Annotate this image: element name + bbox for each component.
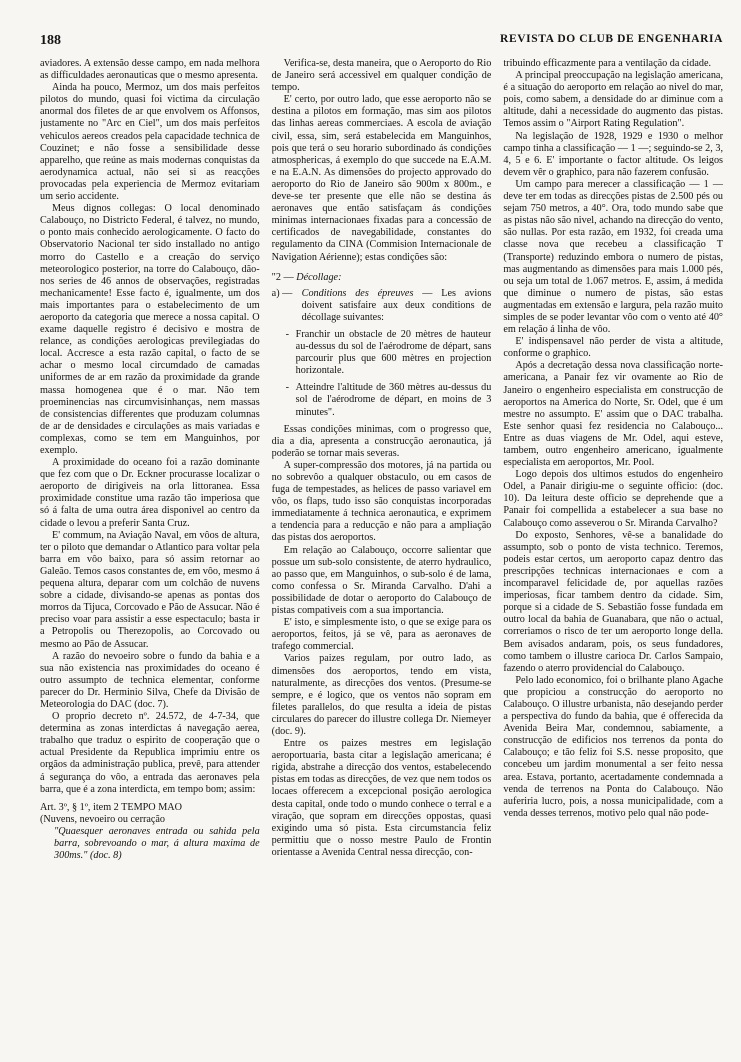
list-item [286,382,492,418]
bullet-text: Atteindre l'altitude de 360 mètres au-dessus du sol de l'aérodrome de départ, en moins de 3 minutes". [295,382,492,418]
list-item [272,288,492,324]
paragraph: Do exposto, Senhores, vê-se a banalidade do assumpto, sob o ponto de vista technico. Teremos, podeis estar certos, um aeroporto capaz dentro das prescripções technicas internacionaes e com a incomparavel felicidade de, por aquellas razões imperiosas, ficar tambem dentro da cidade. Sim, porque si a cidade de S. Sebastião fosse fundada em outro local da bahia de Guanabara, que não o actual, correriamos o risco de ter um aeroporto longe della. Bem avisados andaram, pois, os seus fundadores, como tambem o illustre carioca Dr. Carlos Sampaio, fazendo o aterro providencial do Calabouço. [503,529,724,674]
paragraph: Entre os paizes mestres em legislação aeroportuaria, basta citar a legislação americana; é rigida, abstrahe a direcção dos ventos, estabelecendo pistas em todas as direcções, de vez que nem todos os locaes offerecem a excepcional posição aerologica desta capital, onde todo o mundo conhece o terral e a viração, que sopram em direcções oppostas, quasi exigindo uma só pista. Esta circumstancia feliz permittiu que o nosso mestre Paulo de Frontin orientasse a Avenida Central nessa direcção, con- [271,738,492,858]
dash-bullet: - [285,328,290,340]
page-number: 188 [40,33,61,48]
text-columns [40,58,723,1048]
running-head: REVISTA DO CLUB DE ENGENHARIA [500,33,723,45]
section-number: "2 — [271,271,294,283]
paragraph: Meus dignos collegas: O local denominado Calabouço, no Districto Federal, é talvez, no mundo, o ponto mais conhecido aerologicamente. O facto do Observatorio Nacional ter sido installado no antigo morro do Castello e a creação do serviço meteorologico posterior, na torre do Calabouço, dão-nos series de 46 annos de observações, registradas mechanicamente! Esse facto é, igualmente, um dos mais importantes para o estabelecimento de um aeroporto da categoria que merece a nossa capital. O exame daquelle registro é decisivo e mostra de relance, as condições aerologicas previlegiadas do local. Accresce a esta razão capital, o facto de se achar o mesmo local circumdado de camadas uniformes de ar em razão da proximidade da grande massa homogenea que é o mar. Não tem proeminencias nas circumvisinhanças, nem massas de consistencias differentes que produzam columnas de ar de densidades e circulações as mais variadas e complexas, como se tem em Manguinhos, por exemplo. [40,203,260,456]
paragraph: Varios paizes regulam, por outro lado, as dimensões dos aeroportos, tendo em vista, naturalmente, as direcções dos ventos. (Presume-se sempre, e é logico, que os ventos não sopram em filetes parallelos, do que resulta a ideia de pistas circulares do parecer do illustre collega Dr. Niemeyer (doc. 9). [271,653,492,737]
column-1 [40,58,260,1048]
section-title: Décollage: [296,271,342,283]
paragraph: Logo depois dos ultimos estudos do engenheiro Odel, a Panair dirigiu-me o seguinte officio: (doc. 10). Da leitura deste officio se deprehende que a Panair foi compellida a estabelecer a sua base no Calabouço como asseverou o Sr. Miranda Carvalho? [503,469,724,529]
paragraph: Após a decretação dessa nova classificação norte-americana, a Panair fez vir ovamente ao Rio de Janeiro o engenheiro especialista em construcção de aeroportos na America do Norte, Sr. Odel, que é um mestre no assumpto. E' assim que o DAC trabalha. Este senhor quasi fez residencia no Calabouço... Entre as duas viagens de Mr. Odel, aqui esteve, tambem, outro engenheiro americano, igualmente especialista em aeroportos, Mr. Pool. [503,360,724,469]
column-3 [503,58,723,1048]
item-title: Conditions des épreuves [301,287,414,299]
paragraph: A super-compressão dos motores, já na partida ou no sobrevôo a qualquer obstaculo, ou em casos de fuga de tempestades, as helices de passo variavel em vôo, os flaps, tudo isso são conquistas incorporadas immediatamente á technica aeronautica, e exprimem a tendencia para a reducção e não para a ampliação das pistas dos aeroportos. [271,459,492,544]
paragraph: Na legislação de 1928, 1929 e 1930 o melhor campo tinha a classificação — 1 —; seguindo-se 2, 3, 4, 5 e 6. E' importante o factor altitude. Os leigos devem vêr o graphico, para não fazerem confusão. [503,130,724,178]
paragraph: A razão do nevoeiro sobre o fundo da bahia e a sua não existencia nas proximidades do oceano é outro assumpto de technica elementar, conforme parecer do Dr. Herminio Silva, Chefe da Divisão de Meteorologia do DAC (doc. 7). [40,650,260,710]
paragraph: Ainda ha pouco, Mermoz, um dos mais perfeitos pilotos do mundo, quasi foi victima da circulação anormal dos filetes de ar que envolvem os Affonsos, justamente no "Arc en Ciel", um dos mais perfeitos vehiculos aereos creados pela capacidade technica de Couzinet; e não fosse a sensibilidade desse apparelho, que reúne as mais modernas conquistas da aerodynamica actual, não sei si as reacções provocadas pela experiencia de Mermoz evitariam um serio accidente. [40,82,260,203]
paragraph: E' isto, e simplesmente isto, o que se exige para os aeroportos, feitos, já se vê, para as aeronaves de trafego commercial. [271,617,492,653]
bullet-text: Franchir un obstacle de 20 mètres de hauteur au-dessus du sol de l'aérodrome de départ, sans parcourir plus que 600 mètres en projection horizontale. [295,328,492,377]
paragraph: O proprio decreto nº. 24.572, de 4-7-34, que determina as zonas interdictas á navegação aerea, trabalho que traduz o espirito de cooperação que o actual Presidente da Republica imprimiu entre os orgãos da administração publica, prevê, para attender á segurança do vôo, a entrada das aeronaves pela barra, que é a zona interdicta, em tempo bom; assim: [40,711,260,795]
paragraph: Essas condições minimas, com o progresso que, dia a dia, apresenta a construcção aeronautica, já poderão se tornar mais severas. [271,423,492,459]
article-reference: Art. 3º, § 1º, item 2 TEMPO MAO [40,801,182,813]
paragraph: tribuindo efficazmente para a ventilação da cidade. [503,58,712,69]
paragraph: Verifica-se, desta maneira, que o Aeroporto do Rio de Janeiro será accessivel em qualquer condição de tempo. [271,58,492,94]
item-label: a) — [271,287,293,299]
paragraph: Em relação ao Calabouço, occorre salientar que possue um sub-solo consistente, de aterro hydraulico, ao passo que, em Manguinhos, o sub-solo é de lama, como confessa o Sr. Miranda Carvalho. D'ahi a possibilidade de dotar o aeroporto do Calabouço de pistas compativeis com a sua importancia. [271,544,492,617]
paragraph: E' commum, na Aviação Naval, em vôos de altura, ter o piloto que demandar o Atlantico para voltar pela barra em vôo baixo, para só assim retornar ao Galeão. Temos casos constantes de, em vôo, mesmo á pequena altura, deparar com um colchão de nuvens sobre a cidade, divisando-se apenas as pontas dos morros da Tijuca, Corcovado e Pão de Assucar. Não é preciso voar para assistir a esse espectaculo; basta ir a Petropolis ou Therezopolis, ao Corcovado ou mesmo ao Pão de Assucar. [40,529,260,650]
section-heading [272,272,492,284]
column-2 [272,58,492,1048]
article-reference-sub: (Nuvens, nevoeiro ou cerração [40,813,166,825]
paragraph: aviadores. A extensão desse campo, em nada melhora as difficuldades aeronauticas que o mesmo apresenta. [40,58,260,82]
dash-bullet: - [285,382,290,394]
paragraph: Pelo lado economico, foi o brilhante plano Agache que propiciou a construcção do aeroporto no Calabouço. O illustre urbanista, não desejando perder a perspectiva do fundo da bahia, que é offerecida da Avenida Beira Mar, condemnou, sabiamente, a construcção de edificios nos terrenos da ponta do Calabouço; e tão feliz foi S.S. nesse proposito, que concebeu um jardim monumental a ser feito nessa area. Estava, portanto, acertadamente condemnada a venda de terrenos na Ponta do Calabouço. Não auferiria lucro, pois, a nossa municipalidade, com a venda desses terrenos, motivo pelo qual não pode- [503,674,724,819]
paragraph: E' indispensavel não perder de vista a altitude, conforme o graphico. [503,336,724,360]
paragraph: Um campo para merecer a classificação — 1 — deve ter em todas as direcções pistas de 2.500 pés ou sejam 750 metros, a 40°. Ora, todo mundo sabe que as pistas não são nivel, achando na direcção do vento, são nullas. Por esta razão, em 1932, foi creada uma classe nova que recebeu a classificação T (Transporte) reduzindo embora o numero de pistas, mas augmentando as dimensões para mais 1.000 pés, ou seja um total de 1.067 metros. E, assim, á medida que diminue o numero de pistas, são estas augmentadas em extensão e largura, pela razão muito simples de se poder levantar vôo com o vento até 40° em relação á linha de vôo. [503,178,724,336]
list-item [286,329,492,377]
paragraph: A proximidade do oceano foi a razão dominante que fez com que o Dr. Eckner procurasse localizar o aeroporto de dirigiveis na orla littoranea. Essa proximidade constitue uma razão tão imperiosa que só á falta de uma outra área disponivel ao centro da cidade o levou a preferir Santa Cruz. [40,457,260,529]
paragraph: E' certo, por outro lado, que esse aeroporto não se destina a pilotos em formação, mas sim aos pilotos das linhas aereas commerciaes. A escola de aviação civil, essa, sim, será estabelecida em Manguinhos, pois que terá o seu horario subordinado ás condições atmosphericas, á exemplo do que succede na E.A.M. e na E.A.N. As dimensões do projecto approvado do aeroporto do Rio de Janeiro são 900m x 800m., e deve-se ter presente que elle não se destina ás aeronaves que então satisfaçam ás condições minimas internacionaes fixadas para a concessão de certificados de navegabilidade, constantes do regulamento da CINA (Commision Internacionale de Navigation Aérienne); estas condições são: [271,94,492,263]
item-text: — Les avions doivent satisfaire aux deux conditions de décollage suivantes: [301,287,492,323]
page-header [40,33,723,55]
quoted-regulation: "Quaesquer aeronaves entrada ou sahida pela barra, sobrevoando o mar, á altura maxima de 300ms." (doc. 8) [54,825,260,862]
paragraph: A principal preoccupação na legislação americana, é a situação do aeroporto em relação ao nivel do mar, pois, como sabem, a densidade do ar diminue com a altitude, dahi a necessidade do augmento das pistas. Temos assim o "Airport Rating Regulation". [503,70,724,130]
